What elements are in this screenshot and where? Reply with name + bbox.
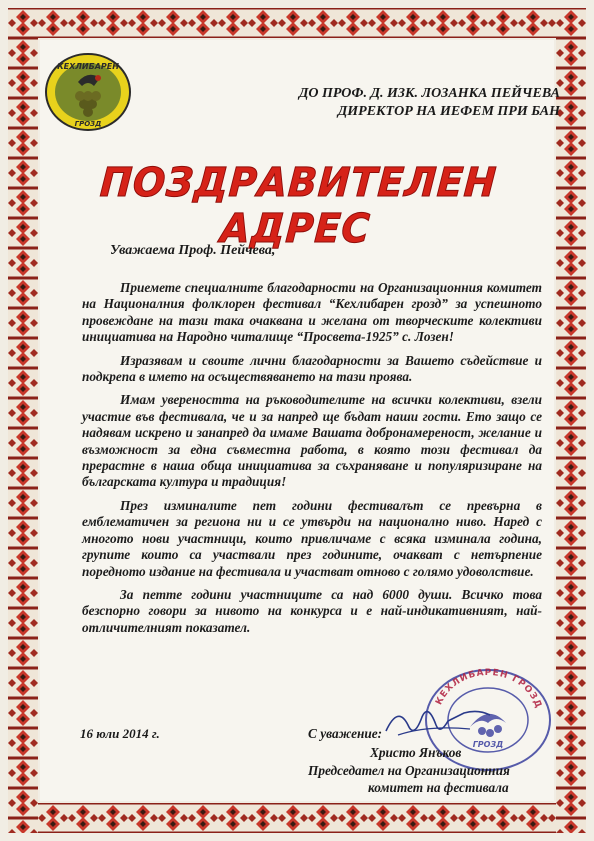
signer-position-line-2: комитет на фестивала [368, 780, 509, 795]
handwritten-signature [378, 695, 498, 745]
paragraph: През изминалите пет години фестивалът се превърна в емблематичен за региона ни и се утвърди на национално ниво. Наред с многото нови участници, които привличаме с всяка изминала година, групите които са участвали през годините, очакват с нетърпение поредното издание на фестивала и участват отново с голямо удоволствие. [82, 497, 542, 579]
document-title: ПОЗДРАВИТЕЛЕН АДРЕС [98, 160, 499, 252]
regards-text: С уважение: [308, 726, 383, 741]
paragraph: За петте години участниците са над 6000 души. Всичко това безспорно говори за нивото на конкурса и е най-индикативният, най-отличителният показател. [82, 586, 542, 635]
addressee-block [260, 85, 560, 121]
addressee-line-2: ДИРЕКТОР НА ИЕФЕМ ПРИ БАН [337, 104, 560, 119]
ornament-border-top [8, 8, 586, 38]
signer-name: Христо Янъков [370, 745, 462, 760]
logo-top-text: КЕХЛИБАРЕН [57, 62, 119, 71]
stamp-ring-text: КЕХЛИБАРЕН ГРОЗД [434, 667, 544, 711]
letter-date: 16 юли 2014 г. [80, 726, 160, 741]
stamp-inner-text: ГРОЗД [472, 740, 504, 749]
addressee-line-1: ДО ПРОФ. Д. ИЗК. ЛОЗАНКА ПЕЙЧЕВА [298, 86, 560, 101]
festival-logo [44, 52, 132, 132]
paragraph: Изразявам и своите лични благодарности за Вашето съдействие и подкрепа в името на осъществяването на тази проява. [82, 352, 542, 385]
paragraph: Имам увереността на ръководителите на всички колективи, взели участие във фестивала, че и за напред ще бъдат наши гости. Ето защо се надявам искрено и занапред да имаме Вашата добронамереност, желание и възможност за една съвместна работа, в която този фестивал да прерастне в наша обща инициатива за съхраняване и популяризиране на българската култура и традиция! [82, 392, 542, 490]
ornament-border-right [556, 8, 586, 833]
greeting: Уважаема Проф. Пейчева, [110, 243, 276, 258]
logo-bottom-text: ГРОЗД [74, 120, 102, 128]
ornament-border-left [8, 8, 38, 833]
signer-position-line-1: Председател на Организационния [308, 763, 510, 778]
paragraph: Приемете специалните благодарности на Организационния комитет на Националния фолклорен фестивал “Кехлибарен грозд” за успешното провеждане на тази така очаквана и желана от творческите колективи инициатива на Народно читалище “Просвета-1925” с. Лозен! [82, 280, 542, 345]
letter-body [82, 280, 542, 636]
ornament-border-bottom [8, 803, 586, 833]
